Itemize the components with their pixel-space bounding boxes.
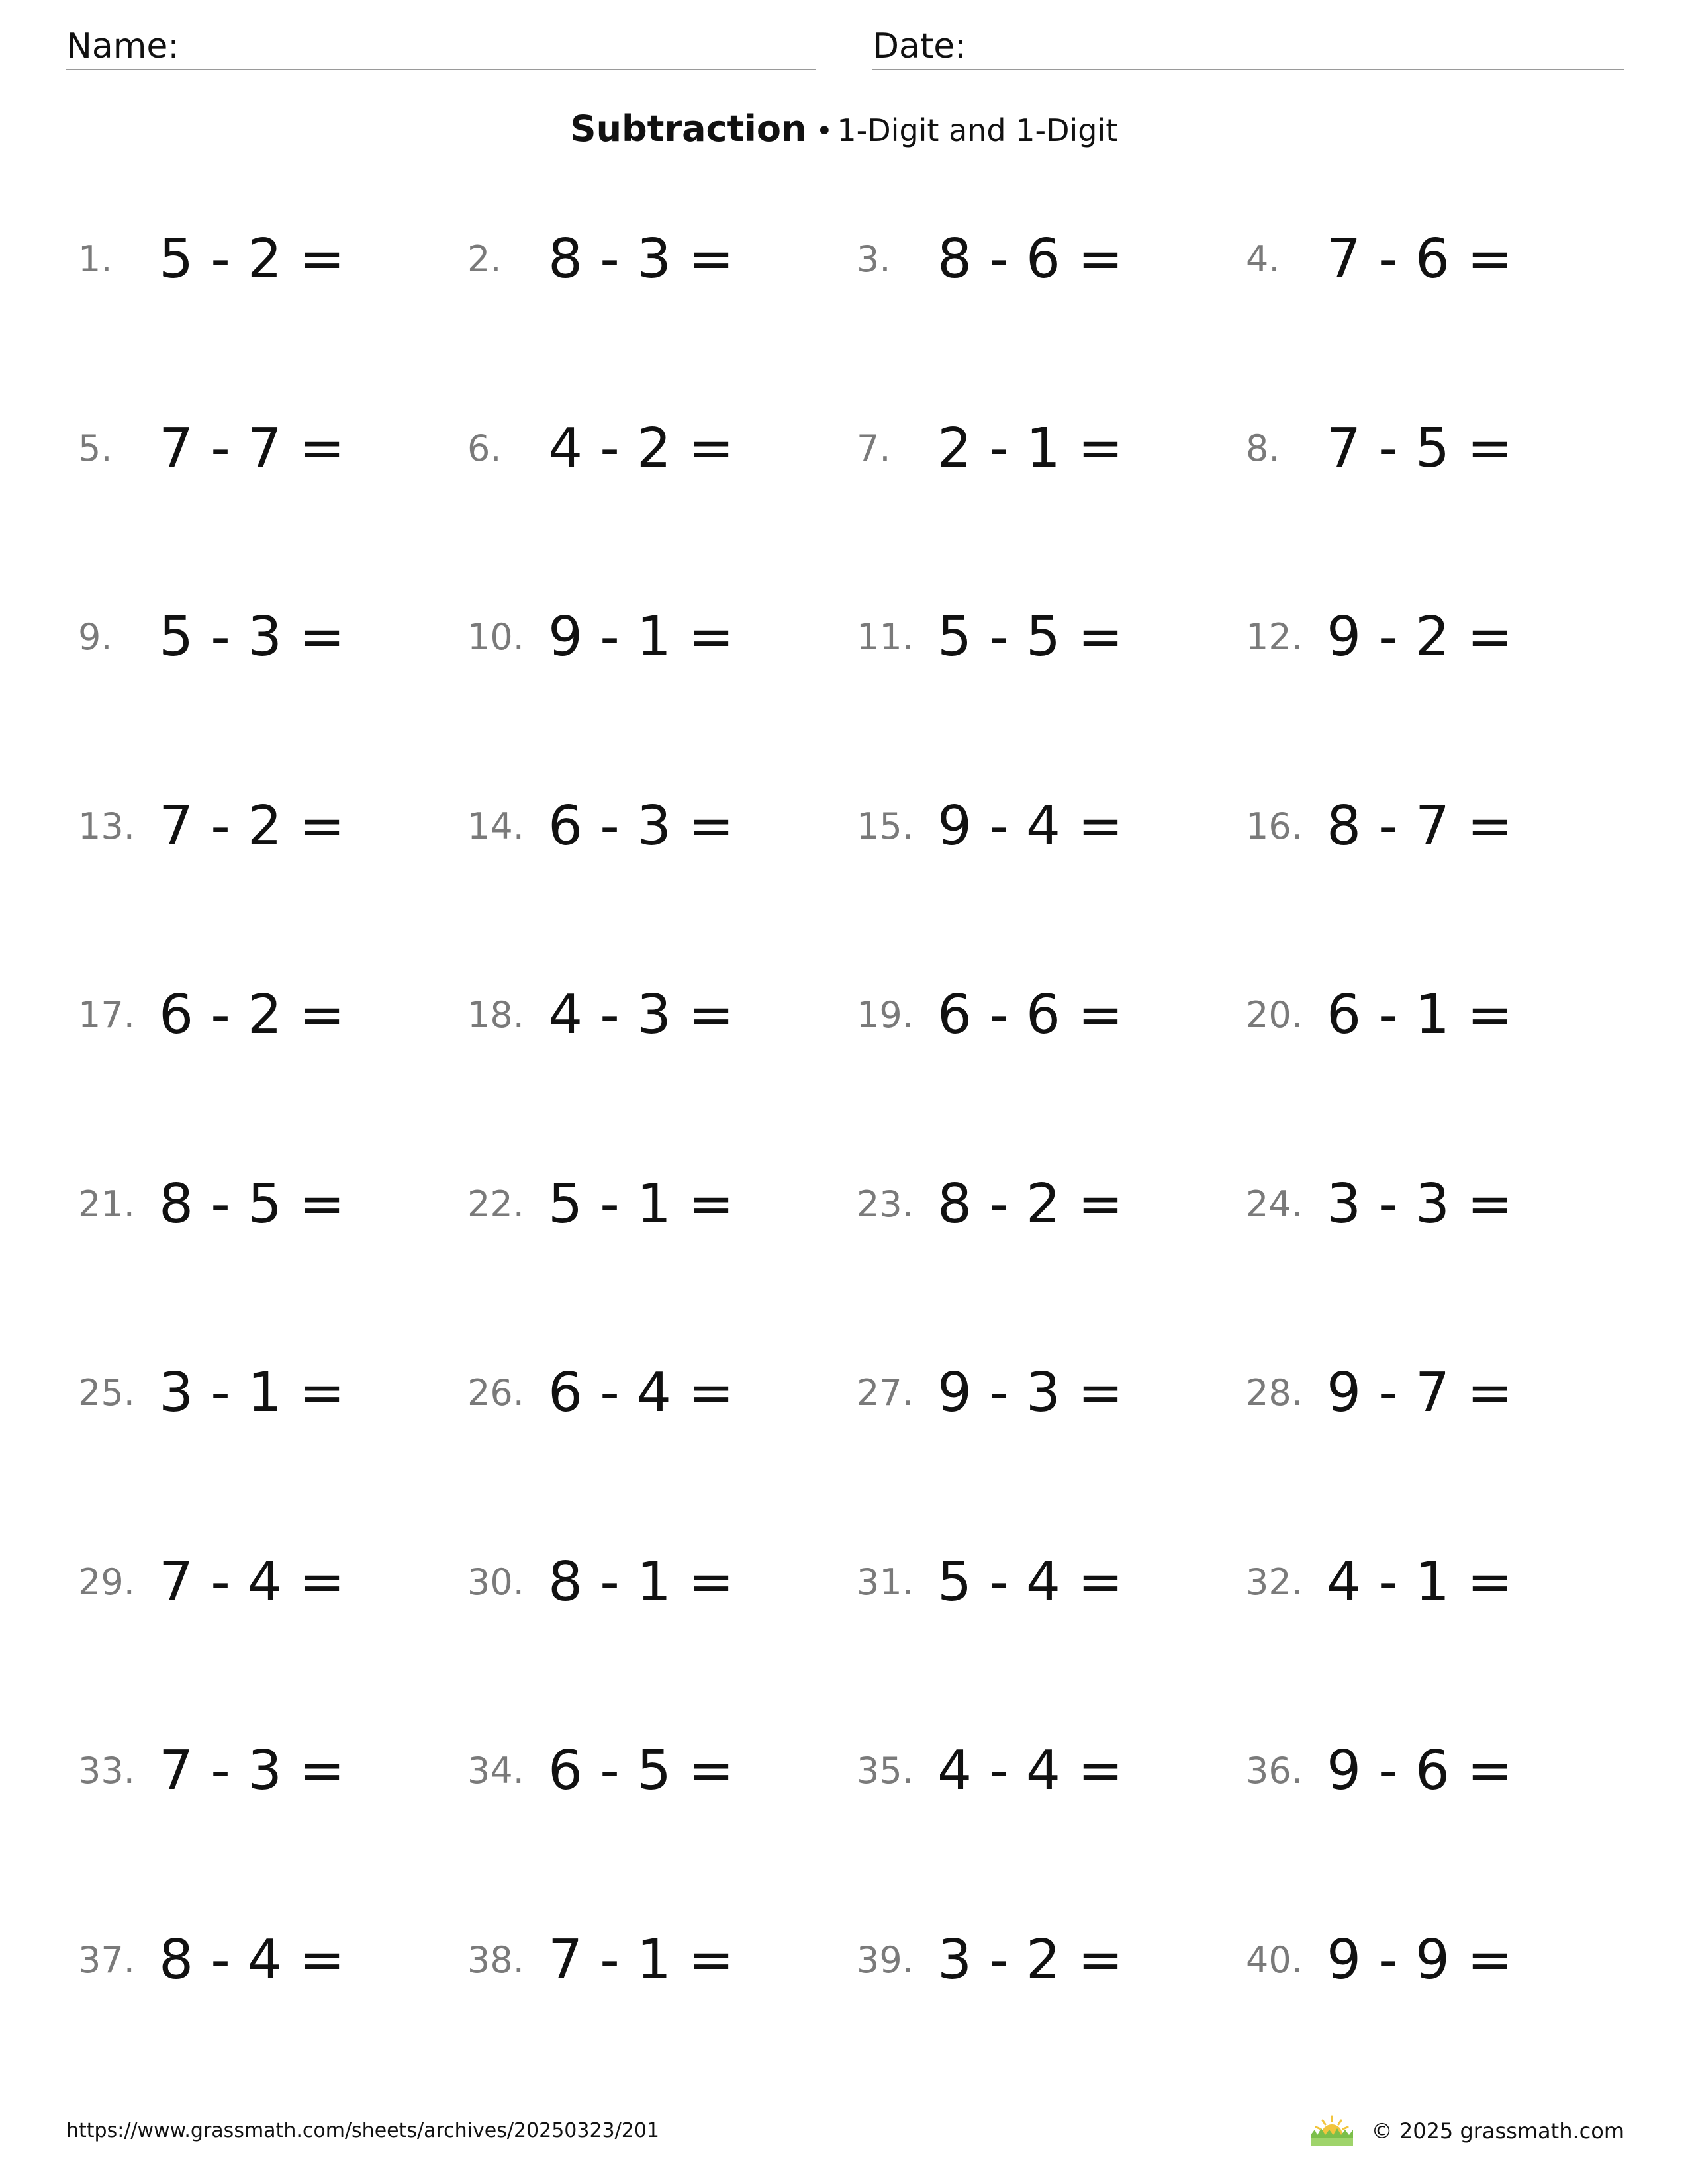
problem-number: 35. — [857, 1750, 914, 1792]
worksheet-title — [0, 106, 1688, 155]
problem-item — [1246, 1730, 1635, 1919]
problem-expression: 5 - 3 = — [159, 606, 345, 668]
problem-item — [78, 1730, 467, 1919]
problem-number: 34. — [467, 1750, 524, 1792]
problem-expression: 3 - 3 = — [1327, 1172, 1513, 1236]
problem-item — [1246, 1352, 1635, 1541]
problem-number: 37. — [78, 1938, 135, 1981]
problem-item — [1246, 1919, 1635, 2109]
problem-number: 39. — [857, 1938, 914, 1981]
problem-expression: 9 - 6 = — [1327, 1739, 1513, 1802]
problem-number: 7. — [857, 427, 891, 469]
problem-number: 28. — [1246, 1372, 1303, 1414]
problem-number: 16. — [1246, 805, 1303, 847]
problem-item — [467, 786, 857, 975]
problem-number: 31. — [857, 1561, 914, 1603]
problem-expression: 7 - 4 = — [159, 1550, 345, 1614]
problem-expression: 9 - 9 = — [1327, 1928, 1513, 1991]
problem-expression: 7 - 2 = — [159, 794, 345, 858]
problem-expression: 6 - 2 = — [159, 983, 345, 1046]
problem-number: 38. — [467, 1938, 524, 1981]
title-main: Subtraction — [570, 108, 807, 150]
problem-number: 22. — [467, 1183, 524, 1225]
problem-expression: 6 - 4 = — [548, 1361, 734, 1424]
problem-expression: 4 - 3 = — [548, 983, 734, 1046]
footer-copyright: © 2025 grassmath.com — [1371, 2118, 1624, 2144]
problem-number: 29. — [78, 1561, 135, 1603]
date-label: Date: — [872, 26, 966, 66]
problem-item — [857, 596, 1246, 786]
problem-number: 1. — [78, 238, 113, 280]
title-separator: • — [816, 114, 833, 148]
problem-item — [467, 1352, 857, 1541]
problem-number: 32. — [1246, 1561, 1303, 1603]
problem-expression: 5 - 2 = — [159, 228, 345, 291]
problem-number: 15. — [857, 805, 914, 847]
problem-grid — [78, 218, 1640, 2108]
problem-item — [857, 1919, 1246, 2109]
problem-expression: 2 - 1 = — [937, 416, 1123, 480]
problem-item — [78, 1163, 467, 1353]
problem-number: 17. — [78, 994, 135, 1036]
problem-item — [78, 1541, 467, 1731]
problem-item — [857, 974, 1246, 1163]
problem-number: 13. — [78, 805, 135, 847]
title-subtitle: 1-Digit and 1-Digit — [837, 113, 1118, 148]
problem-item — [78, 1352, 467, 1541]
problem-item — [78, 786, 467, 975]
problem-item — [1246, 596, 1635, 786]
problem-expression: 7 - 3 = — [159, 1739, 345, 1802]
problem-expression: 6 - 3 = — [548, 794, 734, 858]
problem-item — [1246, 218, 1635, 408]
problem-item — [1246, 1541, 1635, 1731]
problem-number: 36. — [1246, 1750, 1303, 1792]
problem-expression: 6 - 6 = — [937, 983, 1123, 1046]
problem-expression: 9 - 3 = — [937, 1361, 1123, 1424]
problem-number: 18. — [467, 994, 524, 1036]
problem-expression: 7 - 5 = — [1327, 416, 1513, 480]
problem-number: 19. — [857, 994, 914, 1036]
problem-expression: 7 - 1 = — [548, 1928, 734, 1991]
footer-url: https://www.grassmath.com/sheets/archives/20250323/201 — [66, 2119, 660, 2142]
problem-expression: 5 - 1 = — [548, 1172, 734, 1236]
problem-item — [857, 1541, 1246, 1731]
problem-item — [467, 974, 857, 1163]
name-field[interactable] — [66, 24, 816, 70]
problem-number: 23. — [857, 1183, 914, 1225]
problem-expression: 9 - 7 = — [1327, 1361, 1513, 1424]
problem-item — [1246, 408, 1635, 597]
problem-number: 9. — [78, 616, 113, 658]
problem-expression: 8 - 5 = — [159, 1172, 345, 1236]
problem-number: 2. — [467, 238, 502, 280]
problem-number: 26. — [467, 1372, 524, 1414]
problem-item — [78, 218, 467, 408]
problem-item — [857, 1163, 1246, 1353]
problem-item — [467, 1163, 857, 1353]
problem-expression: 4 - 2 = — [548, 416, 734, 480]
problem-item — [1246, 1163, 1635, 1353]
problem-number: 8. — [1246, 427, 1280, 469]
problem-expression: 8 - 1 = — [548, 1550, 734, 1614]
problem-item — [467, 1730, 857, 1919]
problem-expression: 8 - 4 = — [159, 1928, 345, 1991]
problem-expression: 8 - 7 = — [1327, 794, 1513, 858]
problem-number: 24. — [1246, 1183, 1303, 1225]
problem-expression: 9 - 4 = — [937, 794, 1123, 858]
problem-expression: 7 - 6 = — [1327, 228, 1513, 291]
problem-expression: 7 - 7 = — [159, 416, 345, 480]
problem-item — [78, 974, 467, 1163]
problem-item — [467, 218, 857, 408]
problem-number: 6. — [467, 427, 502, 469]
problem-item — [467, 1541, 857, 1731]
problem-item — [1246, 974, 1635, 1163]
problem-expression: 8 - 6 = — [937, 228, 1123, 291]
problem-expression: 9 - 2 = — [1327, 606, 1513, 668]
problem-number: 5. — [78, 427, 113, 469]
problem-expression: 8 - 3 = — [548, 228, 734, 291]
problem-number: 12. — [1246, 616, 1303, 658]
problem-number: 20. — [1246, 994, 1303, 1036]
problem-item — [857, 786, 1246, 975]
problem-expression: 8 - 2 = — [937, 1172, 1123, 1236]
problem-expression: 6 - 1 = — [1327, 983, 1513, 1046]
problem-expression: 3 - 1 = — [159, 1361, 345, 1424]
problem-number: 4. — [1246, 238, 1280, 280]
problem-item — [467, 408, 857, 597]
problem-number: 3. — [857, 238, 891, 280]
problem-item — [78, 596, 467, 786]
problem-number: 33. — [78, 1750, 135, 1792]
problem-number: 40. — [1246, 1938, 1303, 1981]
problem-item — [1246, 786, 1635, 975]
problem-item — [857, 408, 1246, 597]
date-field[interactable] — [872, 24, 1624, 70]
problem-expression: 3 - 2 = — [937, 1928, 1123, 1991]
problem-number: 11. — [857, 616, 914, 658]
problem-number: 27. — [857, 1372, 914, 1414]
problem-item — [78, 408, 467, 597]
problem-item — [857, 1730, 1246, 1919]
grass-sun-logo-icon — [1308, 2115, 1356, 2147]
name-label: Name: — [66, 26, 179, 66]
problem-item — [857, 1352, 1246, 1541]
footer-brand — [1308, 2115, 1624, 2147]
problem-number: 10. — [467, 616, 524, 658]
problem-expression: 6 - 5 = — [548, 1739, 734, 1802]
problem-expression: 9 - 1 = — [548, 606, 734, 668]
problem-item — [78, 1919, 467, 2109]
problem-number: 30. — [467, 1561, 524, 1603]
problem-number: 25. — [78, 1372, 135, 1414]
problem-expression: 5 - 5 = — [937, 606, 1123, 668]
problem-expression: 5 - 4 = — [937, 1550, 1123, 1614]
problem-expression: 4 - 1 = — [1327, 1550, 1513, 1614]
problem-item — [857, 218, 1246, 408]
problem-number: 21. — [78, 1183, 135, 1225]
problem-number: 14. — [467, 805, 524, 847]
problem-item — [467, 1919, 857, 2109]
problem-expression: 4 - 4 = — [937, 1739, 1123, 1802]
problem-item — [467, 596, 857, 786]
